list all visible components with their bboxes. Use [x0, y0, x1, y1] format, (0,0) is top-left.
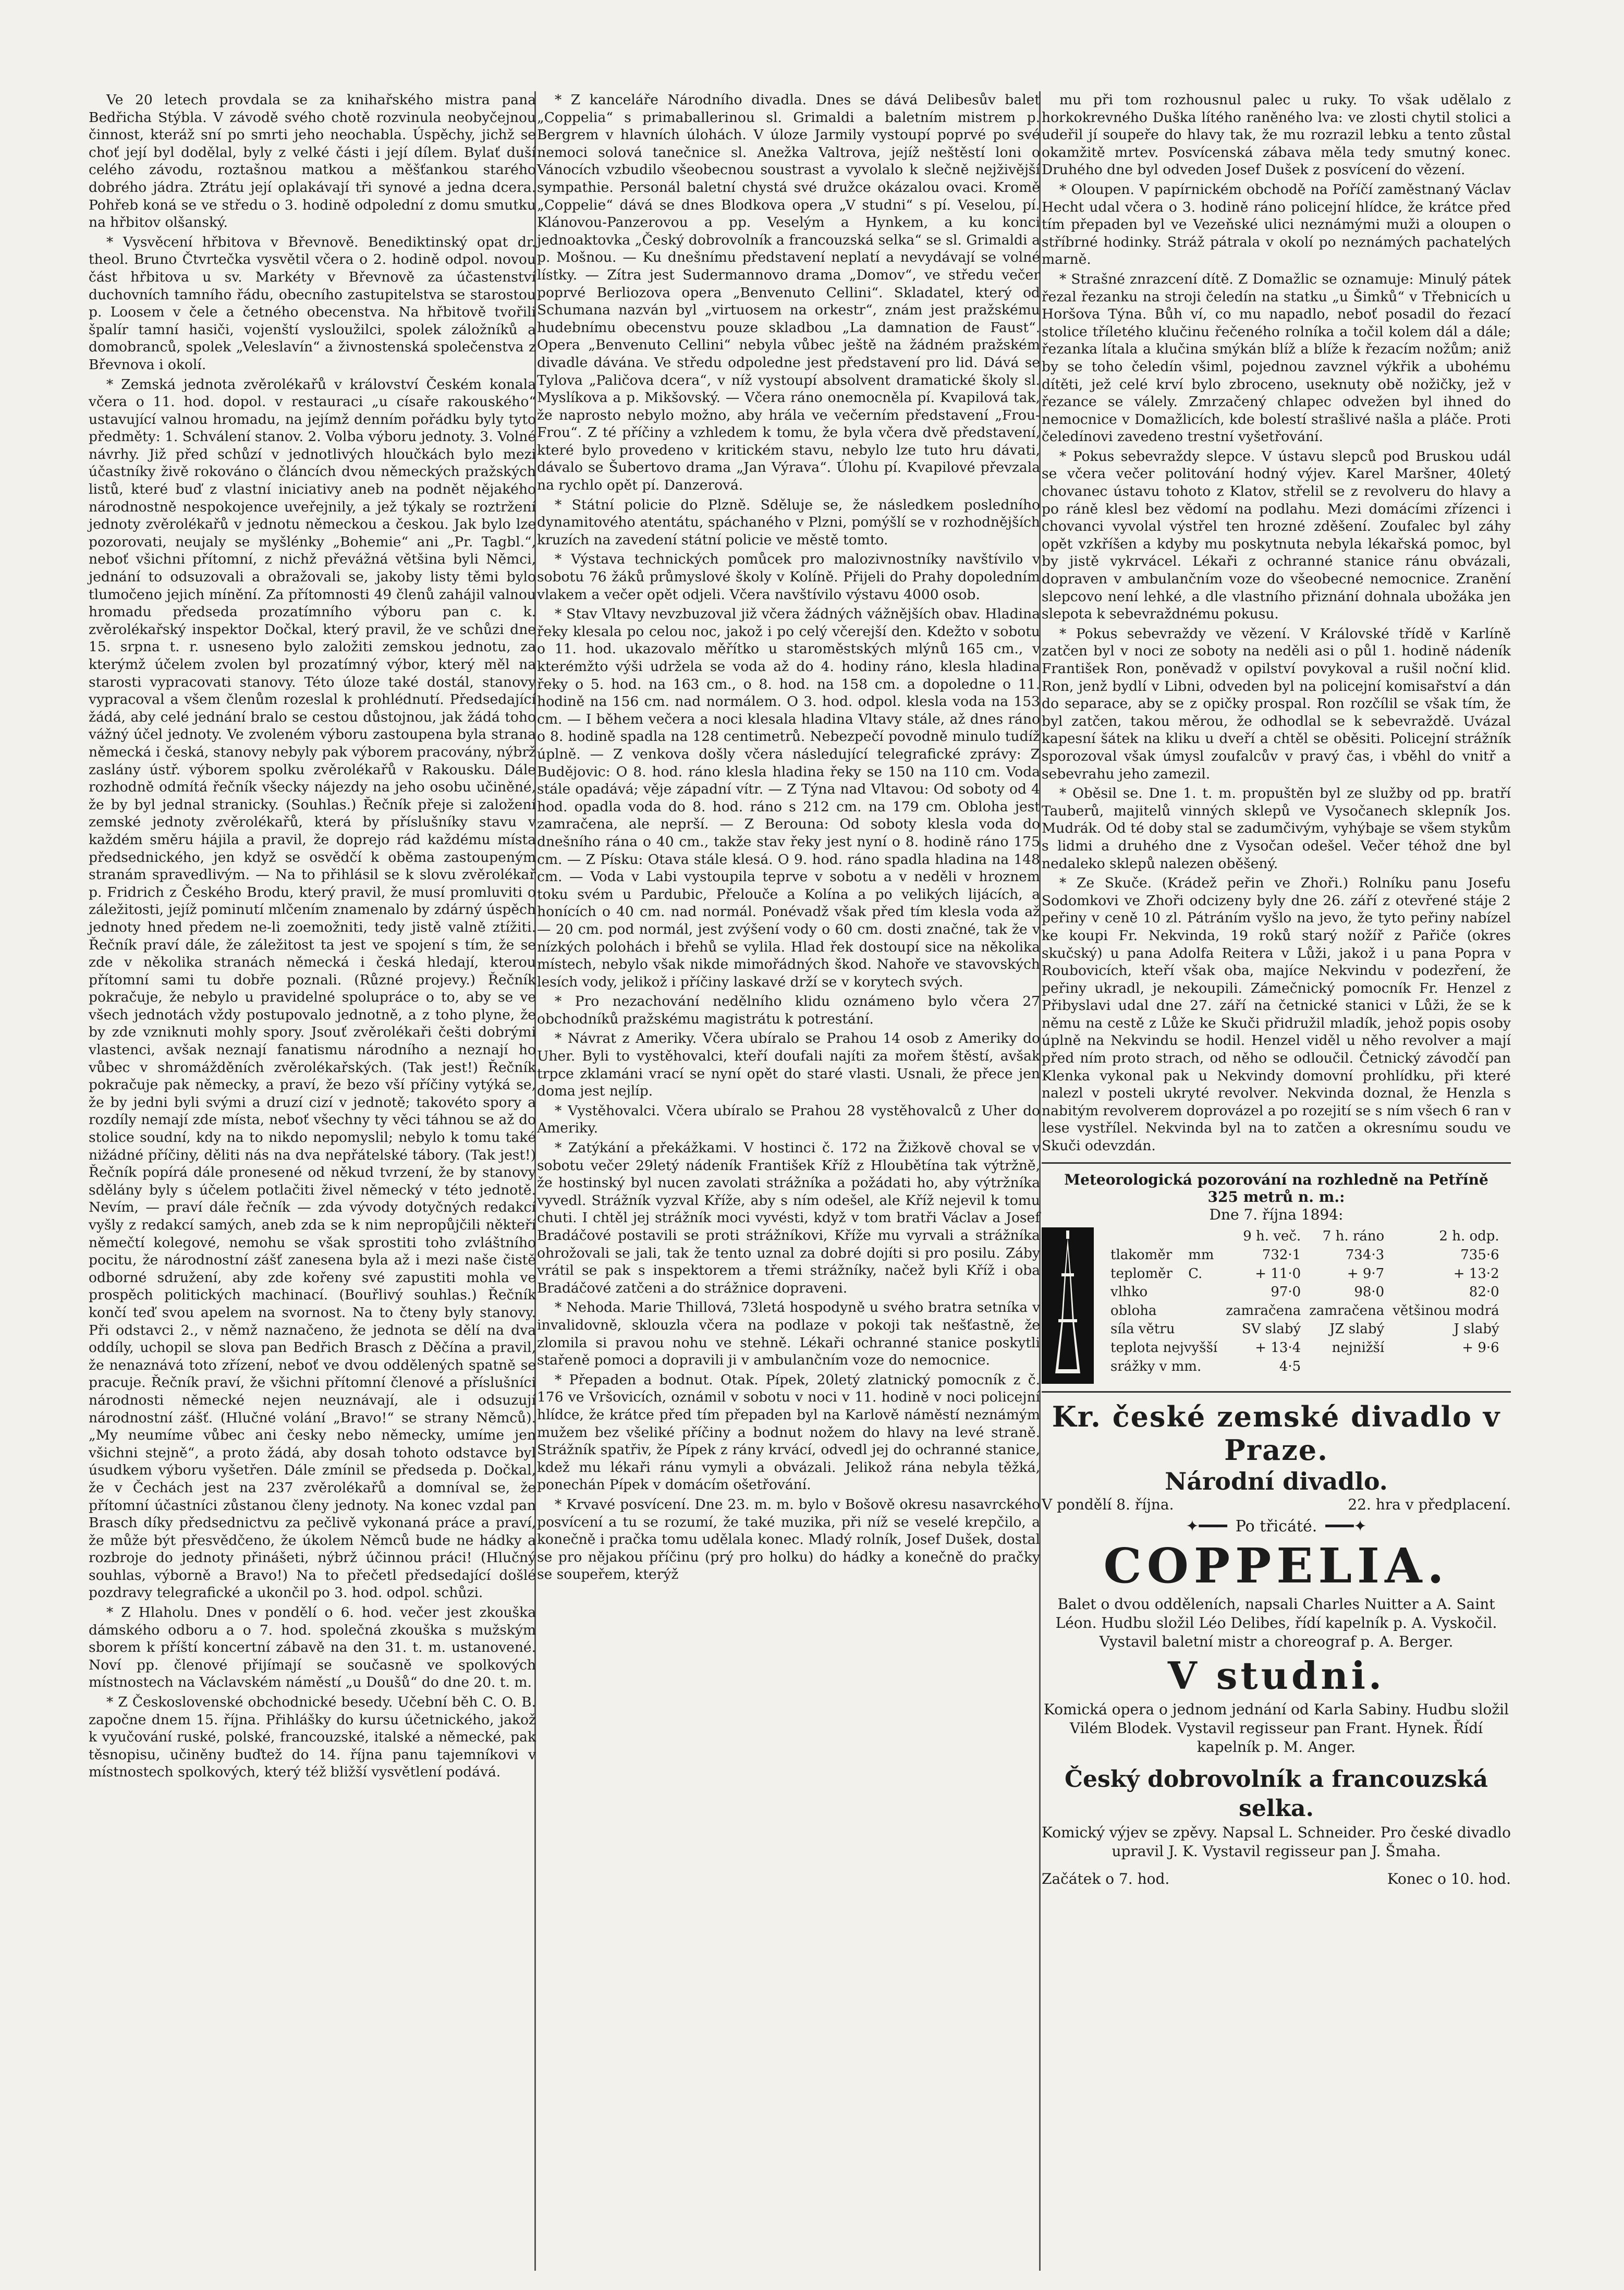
meteo-row-label: nejnižší: [1332, 1339, 1385, 1356]
meteo-col-header: 9 h. več.: [1243, 1228, 1301, 1245]
meteo-cell: 82·0: [1469, 1284, 1499, 1300]
article-paragraph: mu při tom rozhousnul palec u ruky. To však udělalo z horkokrevného Duška lítého raněného lva: ve zlosti chytil stolici a udeřil jí soupeře do hlavy tak, že mu rozrazil lebku a tento zůstal okamžitě mrtev. Posvícenská zábava měla tedy smutný konec. Druhého dne byl odveden Josef Dušek z posvícení do vězení.: [1042, 92, 1511, 178]
meteo-row-label: teplota nejvyšší: [1110, 1339, 1218, 1356]
article-paragraph: * Pro nezachování nedělního klidu oznámeno bylo včera 27 obchodníků pražskému magistrátu k potrestání.: [537, 993, 1040, 1027]
meteo-row-label: síla větru: [1110, 1321, 1175, 1337]
column-3: [1042, 91, 1511, 1887]
article-paragraph: * Pokus sebevraždy slepce. V ústavu slepců pod Bruskou udál se včera večer politování hodný výjev. Karel Maršner, 40letý chovanec ústavu tohoto z Klatov, střelil se z revolveru do hlavy a po ráně klesl bez vědomí na podlahu. Mezi domácími zřízenci i chovanci vyvolal výstřel ten hrozné zděšení. Zoufalec byl záhy opět vzkříšen a kdyby mu poskytnuta nebyla lékařská pomoc, byl by jistě vykrvácel. Lékaři z ochranné stanice ránu obvázali, dopraven v ambulančním voze do všeobecné nemocnice. Zranění slepcovo není lehké, a dle vlastního přiznání dohnala ubožáka jen slepota k sebevraždnému pokusu.: [1042, 448, 1511, 623]
article-paragraph: * Zemská jednota zvěrolékařů v království Českém konala včera o 11. hod. dopol. v restauraci „u císaře rakouského“ ustavující valnou hromadu, na jejímž denním pořádku byly tyto předměty: 1. Schválení stanov. 2. Volba výboru jednoty. 3. Volné návrhy. Již před schůzí v jednotlivých hloučkách bylo mezi účastníky živě rokováno o článcích dvou německých pražských listů, které buď z vlastní iniciativy aneb na podnět nějakého národnostně nespokojence uveřejnily, a jež týkaly se roztržení jednoty zvěrolékařů v jednotu německou a českou. Jak bylo lze pozorovati, neujaly se myšlénky „Bohemie“ ani „Pr. Tagbl.“, neboť všichni přítomní, z nichž převážná většina byli Němci, jednání to odsuzovali a obražovali se, jakoby listy těmi bylo tlumočeno jejich mínění. Za přítomnosti 49 členů zahájil valnou hromadu předseda prozatímního výboru pan c. k. zvěrolékařský inspektor Dočkal, který pravil, že ve schůzi dne 15. srpna t. r. usneseno bylo založiti zemskou jednotu, za kterýmž účelem zvolen byl prozatímný výbor, který měl na starosti vypracovati stanovy. Této úloze také dostál, stanovy vypracoval a všem členům rozeslal k prohlédnutí. Předsedající žádá, aby celé jednání bralo se cestou důstojnou, jak žádá toho vážný účel jednoty. Ve zvoleném výboru zastoupena byla strana německá i česká, stanovy nebyly pak výborem pracovány, nýbrž zaslány ústř. výborem spolku zvěrolékařů v Rakousku. Dále rozhodně odmítá řečník všecky nájezdy na jeho osobu učiněné, že by byl jednal stranicky. (Souhlas.) Řečník přeje si založení zemské jednoty zvěrolékařů, která by příslušníky stavu v každém směru hájila a pravil, že doprejo rád každému místa předsednického, jen když se osvědčí k oběma zastoupeným stranám spravedlivým. — Na to přihlásil se k slovu zvěrolékař p. Fridrich z Českého Brodu, který pravil, že musí promluviti o záležitosti, jejíž pominutí mlčením znamenalo by zdárný úspěch jednoty hned předem ne-li zoemožniti, tedy jistě valně ztížiti. Řečník praví dále, že záležitost ta jest ve spojení s tím, že se zde v několika stranách německá i česká hledají, kterou přítomní sami tu dobře poznali. (Různé projevy.) Řečník pokračuje, že nebylo u pravidelné spolupráce o to, aby se ve všech jednotách vždy postupovalo jednotně, a z toho plyne, že by zde vzniknuti mohly spory. Jsouť zvěrolékaři češti dobrými vlastenci, avšak neznají fanatismu národního a neznají ho vůbec v shromážděních zvěrolékařských. (Tak jest!) Řečník pokračuje pak německy, a praví, že bezo vší příčiny vytýká se, že by jedni byli svými a druzí cizí v jednotě; takovéto spory a rozdíly nemají zde místa, neboť všechny ty věci táhnou se až do stolice soudní, kdy na to nikdo nepomyslil; nebylo k tomu také nižádné příčiny, děliti nás na dva nepřátelské tábory. (Tak jest!) Řečník popírá dále pronesené od někud tvrzení, že by stanovy sdělány byly s účelem potlačiti živel německý v této jednotě. Nevím, — praví dále řečník — zda vývody dotyčných redakcí vyšly z redakcí samých, aneb zda se k nim nepropůjčili někteří němečtí kolegové, nemohu se však sprostiti toho zvláštního pocitu, že národnostní zášť zanesena byla až i mezi naše čistě odborné sdružení, aby zde kořeny své zapustiti mohla ve prospěch politických machinací. (Bouřlivý souhlas.) Řečník končí teď svou apelem na svornost. Na to čteny byly stanovy. Při odstavci 2., v němž naznačeno, že jednota se dělí na dva oddíly, uchopil se slova pan Bedřich Brasch z Děčína a pravil, že nenaznává toto zřízení, neboť ve dvou oddělených spatně se pracuje. Řečník praví, že všichni přítomní členové a příslušníci národnosti německé nejen neuznávají, ale i odsuzují národnostní zášť. (Hlučné volání „Bravo!“ se strany Němců). „My neumíme vůbec ani česky nebo německy, umíme jen všichni stejně“, a proto žádá, aby dosah tohoto odstavce byl úsudkem výboru vyšetřen. Dále zmínil se předseda p. Dočkal, že v Čechách jest na 237 zvěrolékařů a domníval se, že přítomní účastníci zůstanou členy jednoty. Na konec vzdal pan Brasch díky předsednictvu za pečlivě vykonaná práce a praví, že může být přesvědčeno, že úkolem Němců bude ne hádky a rozbroje do jednoty přinášeti, nýbrž účinnou práci! (Hlučný souhlas, výborně a Bravo!) Na to přečetl předsedající došlé pozdravy telegrafické a ukončil po 3. hod. odpol. schůzi.: [89, 376, 536, 1601]
article-paragraph: * Vystěhovalci. Včera ubíralo se Prahou 28 vystěhovalců z Uher do Ameriky.: [537, 1102, 1040, 1137]
article-paragraph: * Pokus sebevraždy ve vězení. V Královské třídě v Karlíně zatčen byl v noci ze soboty na neděli asi o půl 1. hodině nádeník František Ron, poněvadž v opilství povykoval a rušil noční klid. Ron, jenž bydlí v Libni, odveden byl na policejní komisařství a dán do separace, aby se z opičky prospal. Ron rozčílil se však tím, že byl zatčen, takou měrou, že odhodlal se k sebevraždě. Uvázal kapesní šátek na kliku u dveří a chtěl se oběsiti. Policejní strážník sporozoval však úmysl zoufalcův v pravý čas, i vběhl do vnitř a sebevrahu jeho zamezil.: [1042, 625, 1511, 782]
ballet-title: COPPELIA.: [1103, 1537, 1449, 1594]
ballet-description: Balet o dvou odděleních, napsali Charles Nuitter a A. Saint Léon. Hudbu složil Léo Delibes, řídí kapelník p. A. Vyskočil. Vystavil baletní mistr a choreograf p. A. Berger.: [1055, 1595, 1497, 1650]
article-paragraph: * Oloupen. V papírnickém obchodě na Poříčí zaměstnaný Václav Hecht udal včera o 3. hodině ráno policejní hlídce, že krátce před tím přepaden byl ve Vezeňské ulici neznámými muži a oloupen o stříbrné hodinky. Stráž pátrala v okolí po neznámých pachatelých marně.: [1042, 181, 1511, 268]
meteo-cell: + 13·2: [1453, 1265, 1499, 1282]
performance-date: V pondělí 8. října.: [1042, 1496, 1174, 1514]
meteo-cell: zamračena: [1226, 1302, 1301, 1319]
meteo-cell: + 13·4: [1255, 1339, 1301, 1356]
meteo-cell: JZ slabý: [1329, 1321, 1385, 1337]
article-paragraph: * Výstava technických pomůcek pro malozivnostníky navštívilo v sobotu 76 žáků průmyslové školy v Kolíně. Přijeli do Prahy dopoledním vlakem a večer opět odjeli. Včera navštívilo výstavu 4000 osob.: [537, 551, 1040, 603]
meteo-row-unit: C.: [1188, 1265, 1203, 1282]
meteo-col-header: 7 h. ráno: [1322, 1228, 1385, 1245]
article-paragraph: * Stav Vltavy nevzbuzoval již včera žádných vážnějších obav. Hladina řeky klesala po celou noc, jakož i po celý včerejší den. Kdežto v sobotu o 11. hod. ukazovalo měřítko u staroměstských mlýnů 165 cm., v kterémžto výši udržela se voda až do 4. hodiny ráno, klesla hladina řeky o 5. hod. na 163 cm., o 8. hod. na 158 cm. a dopoledne o 11. hodině na 156 cm. nad normálem. O 3. hod. odpol. klesla voda na 153 cm. — I během večera a noci klesala hladina Vltavy stále, až dnes ráno o 8. hodině spadla na 128 centimetrů. Nebezpečí povodně minulo tudíž úplně. — Z venkova došly včera následující telegrafické zprávy: Z Budějovic: O 8. hod. ráno klesla hladina řeky se 150 na 110 cm. Voda stále opadává; věje západní vítr. — Z Týna nad Vltavou: Od soboty od 4 hod. opadla voda do 8. hod. ráno s 212 cm. na 179 cm. Obloha jest zamračena, ale neprší. — Z Berouna: Od soboty klesla voda do dnešního rána o 40 cm., takže stav řeky jest nyní o 8. hodině ráno 175 cm. — Z Písku: Otava stále klesá. O 9. hod. ráno spadla hladina na 148 cm. — Voda v Labi vystoupila teprve v sobotu a v neděli v hroznem toku svém u Pardubic, Přelouče a Kolína a po velikých lijácích, a honících o 40 cm. nad normál. Ponévadž však před tím klesla voda až — 20 cm. pod normál, jest zvýšení vody o 60 cm. dosti značné, tak že v nízkých polohách i břehů se vylila. Hlad řek dostoupí sice na několika místech, nebylo však nikde mimořádných škod. Nahoře ve stavovských lesích vody, jelikož i příčiny laskavé drží se v korytech svých.: [537, 606, 1040, 990]
article-paragraph: * Ze Skuče. (Krádež peřin ve Zhoři.) Rolníku panu Josefu Sodomkovi ve Zhoři odcizeny byly dne 26. září z otevřené stáje 2 peřiny v ceně 10 zl. Pátráním vyšlo na jevo, že tyto peřiny nabízel ke koupi Fr. Nekvinda, 19 roků starý nožíř z Pařiče (okres skučský) u pana Adolfa Reitera v Lůži, jakož i u pana Popra v Roubovicích, kteří však oba, majíce Nekvindu v podezření, že peřiny ukradl, je nekoupili. Zámečnický pomocník Fr. Henzel z Přibyslavi udal dne 27. září na četnické stanici v Lůži, že se k němu na cestě z Lůže ke Skuči přidružil mladík, jehož popis osoby úplně na Nekvindu se hodil. Henzel viděl u něho revolver a mají před ním proto strach, od něho se odloučil. Četnický závodčí pan Klenka vykonal pak u Nekvindy domovní prohlídku, při které nalezl v posteli ukryté revolver. Nekvinda doznal, že Henzla s nabitým revolverem doprovázel a po rozejití se s ním všech 6 ran v lese vystřílel. Nekvinda byl na to zatčen a okresnímu soudu ve Skuči odevzdán.: [1042, 875, 1511, 1154]
meteo-subtitle: 325 metrů n. m.:: [1207, 1188, 1345, 1206]
meteo-table: [1106, 1227, 1504, 1376]
article-paragraph: * Návrat z Ameriky. Včera ubíralo se Prahou 14 osob z Ameriky do Uher. Byli to vystěhovalci, kteří doufali najíti za mořem štěstí, avšak trpce zklamáni vrací se nyní opět do staré vlasti. Usnali, že přece jen doma jest nejlíp.: [537, 1030, 1040, 1100]
play-description: Komický výjev se zpěvy. Napsal L. Schneider. Pro české divadlo upravil J. K. Vystavil regisseur pan J. Šmaha.: [1042, 1823, 1511, 1860]
petrin-tower-icon: [1042, 1227, 1094, 1384]
article-paragraph: * Z kanceláře Národního divadla. Dnes se dává Delibesův balet „Coppelia“ s primaballerinou sl. Grimaldi a baletním mistrem p. Bergrem v hlavních úlohách. V úloze Jarmily vystoupí poprvé po své nemoci solová tanečnice sl. Anežka Valtrova, jejíž neštěstí loni o Vánocích vzbudilo všeobecnou soustrast a vyvolalo k slečně nejživější sympathie. Personál baletní chystá své družce okázalou ovaci. Kromě „Coppelie“ dává se dnes Blodkova opera „V studni“ s pí. Veselou, pí. Klánovou-Panzerovou a pp. Veselým a Hynkem, a ku konci jednoaktovka „Český dobrovolník a francouzská selka“ se sl. Grimaldi a p. Mošnou. — Ku dnešnímu představení neplatí a nevydávají se volné lístky. — Zítra jest Sudermannovo drama „Domov“, ve středu večer poprvé Berliozova opera „Benvenuto Cellini“. Skladatel, který od Schumana nazván byl „virtuosem na orkestr“, znám jest pražskému hudebnímu obecenstvu pouze skladbou „La damnation de Faust“. Opera „Benvenuto Cellini“ nebyla vůbec ještě na žádném pražském divadle dávána. Ve středu odpoledne jest představení pro lid. Dává se Tylova „Paličova dcera“, v níž vystoupí absolvent dramatické školy sl. Myslíkova a p. Mikšovský. — Včera ráno onemocněla pí. Kvapilová tak, že naprosto nebylo možno, aby hrála ve večerním představení „Frou-Frou“. Z té příčiny a vzhledem k tomu, že byla včera dvě představení, které bylo provedeno v kritickém stavu, nebylo lze tuto hru dávati, dávalo se Šubertovo drama „Jan Výrava“. Úlohu pí. Kvapilové převzala na rychlo opět pí. Danzerová.: [537, 92, 1040, 494]
meteo-cell: 735·6: [1460, 1247, 1499, 1263]
meteo-row-label: tlakoměr: [1110, 1247, 1173, 1263]
meteo-cell: J slabý: [1454, 1321, 1499, 1337]
article-paragraph: * Státní policie do Plzně. Sděluje se, že následkem posledního dynamitového atentátu, spáchaného v Plzni, pomýšlí se v rozhodnějších kruzích na zavedení státní policie ve městě tomto.: [537, 496, 1040, 548]
meteo-cell: + 11·0: [1255, 1265, 1301, 1282]
article-paragraph: * Strašné znrazcení dítě. Z Domažlic se oznamuje: Minulý pátek řezal řezanku na stroji čeledín na statku „u Šimků“ v Třebnicích u Horšova Týna. Bůh ví, co mu napadlo, neboť posadil do řezací stolice tříletého klučinu řečeného rolníka a točil kolem dál a dále; řezanka lítala a klučina smýkán blíž a blíže k řezacím nožům; aniž by se toho čeledín všiml, pojednou zavznel výkřik a ubohému dítěti, jež celé krví bylo zbroceno, useknuty obě nožičky, jež v řezance se válely. Zmrzačený chlapec odvežen byl ihned do nemocnice v Domažlicích, kde bolestí strašlivé našla a pláče. Proti čeledínovi zavedeno trestní vyšetřování.: [1042, 271, 1511, 445]
meteo-cell: 732·1: [1262, 1247, 1301, 1263]
meteo-title: Meteorologická pozorování na rozhledně na Petříně: [1064, 1171, 1488, 1188]
article-paragraph: * Z Hlaholu. Dnes v pondělí o 6. hod. večer jest zkouška dámského odboru a o 7. hod. společná zkouška s mužským sborem k příští koncertní zábavě na den 31. t. m. ustanovené. Noví pp. členové přijímají se současně ve spolkových místnostech na Václavském náměstí „u Doušů“ do dne 20. t. m.: [89, 1604, 536, 1691]
meteo-date: Dne 7. října 1894:: [1209, 1205, 1344, 1223]
section-rule: [1042, 1162, 1511, 1164]
ornament-icon: ✦━━━: [1186, 1517, 1227, 1536]
meteo-cell: SV slabý: [1241, 1321, 1301, 1337]
theatre-subheader: Národní divadlo.: [1165, 1467, 1388, 1496]
meteo-row-unit: [1184, 1302, 1222, 1321]
subscription-note: 22. hra v předplacení.: [1348, 1496, 1511, 1514]
meteo-cell: zamračena: [1309, 1302, 1385, 1319]
article-paragraph: * Oběsil se. Dne 1. t. m. propuštěn byl ze služby od pp. bratří Tauberů, majitelů vinných sklepů ve Vysočanech sklepník Jos. Mudrák. Od té doby stal se zadumčivým, vyhýbaje se všem stykům s lidmi a druhého dne z Vysočan odešel. Večer téhož dne byl nedaleko sklepů nalezen oběšený.: [1042, 785, 1511, 872]
meteo-cell: 734·3: [1345, 1247, 1385, 1263]
article-paragraph: * Krvavé posvícení. Dne 23. m. m. bylo v Bošově okresu nasavrckého posvícení a tu se rozumí, že také muzika, při níž se veselé krepčilo, a konečně i pračka tomu udělala konec. Mladý rolník, Josef Dušek, dostal se pro nějakou příčinu (prý pro holku) do hádky a konečně do pračky se soupeřem, kterýž: [537, 1496, 1040, 1583]
meteo-cell: 98·0: [1354, 1284, 1385, 1300]
performance-count: Po třicáté.: [1235, 1517, 1317, 1536]
article-paragraph: * Zatýkání a překážkami. V hostinci č. 172 na Žižkově choval se v sobotu večer 29letý nádeník František Kříž z Hloubětína tak výtržně, že hostinský byl nucen zavolati strážníka a požádati ho, aby výtržníka vyvedl. Strážník vyzval Kříže, aby s ním odešel, ale Kříž nejevil k tomu chuti. I chtěl jej strážník moci vyvésti, když v tom bratři Václav a Josef Bradáčové postavili se proti strážníkovi, Kříže mu vyrvali a strážníka ohrožovali se jali, tak že tento uznal za dobré dojíti si pro posilu. Záby vrátil se pak s inspektorem a třemi strážníky, načež byli Kříž i oba Bradáčové zatčeni a do strážnice dopraveni.: [537, 1140, 1040, 1296]
meteo-cell: 4·5: [1279, 1358, 1301, 1374]
meteo-box: [1042, 1171, 1511, 1384]
theatre-program: [1042, 1400, 1511, 1887]
meteo-cell: 97·0: [1271, 1284, 1301, 1300]
column-1: [89, 91, 536, 1783]
start-time: Začátek o 7. hod.: [1042, 1870, 1170, 1887]
meteo-row-label: vlhko: [1110, 1284, 1148, 1300]
theatre-header: Kr. české zemské divadlo v Praze.: [1052, 1400, 1501, 1467]
end-time: Konec o 10. hod.: [1387, 1870, 1511, 1887]
article-paragraph: * Z Československé obchodnické besedy. Učební běh C. O. B. započne dnem 15. října. Přihlášky do kursu účetnického, jakož k vyučování ruské, polské, francouzské, italské a německé, pak těsnopisu, učiněny buďtež do 14. října panu tajemníkovi v místnostech spolkových, který též bližší vysvětlení podává.: [89, 1694, 536, 1781]
meteo-row-label: obloha: [1110, 1302, 1157, 1319]
meteo-row-label: teploměr: [1110, 1265, 1173, 1282]
article-paragraph: * Vysvěcení hřbitova v Břevnově. Benediktinský opat dr. theol. Bruno Čtvrtečka vysvětil včera o 2. hodině odpol. novou část hřbitova u sv. Markéty v Břevnově za účastenství duchovních tamního řádu, obecního zastupitelstva se starostou p. Loosem v čele a četného obecenstva. Na hřbitově tvořili špalír tamní hasiči, vojenští vysloužilci, spolek záložníků a domobranců, spolek „Veleslavín“ a živnostenská společenstva z Břevnova i okolí.: [89, 234, 536, 373]
meteo-cell: + 9·7: [1347, 1265, 1385, 1282]
article-paragraph: Ve 20 letech provdala se za knihařského mistra pana Bedřicha Stýbla. V závodě svého chotě rozvinula neobyčejnou činnost, kteráž sní po smrti jeho neochabla. Úspěchy, jichž se choť její byl dodělal, byly z velké části i její dílem. Bylať duší celého závodu, roztašnou matkou a měšťankou starého dobrého jádra. Ztrátu její oplakávají tři synové a jedna dcera. Pohřeb koná se ve středu o 3. hodině odpolední z domu smutku na hřbitov olšanský.: [89, 92, 536, 231]
ornament-icon: ━━━✦: [1325, 1517, 1367, 1536]
article-paragraph: * Nehoda. Marie Thillová, 73letá hospodyně u svého bratra setníka v invalidovně, sklouzla včera na podlaze v pokoji tak nešťastně, že zlomila si pravou nohu ve stehně. Lékaři ochranné stanice poskytli stařeně pomoci a dopravili ji v ambulančním voze do nemocnice.: [537, 1299, 1040, 1369]
opera-description: Komická opera o jednom jednání od Karla Sabiny. Hudbu složil Vilém Blodek. Vystavil regisseur pan Frant. Hynek. Řídí kapelník p. M. Anger.: [1043, 1700, 1509, 1756]
meteo-row-unit: mm: [1188, 1247, 1214, 1263]
section-rule: [1042, 1391, 1511, 1393]
meteo-col-header: 2 h. odp.: [1439, 1228, 1499, 1245]
article-paragraph: * Přepaden a bodnut. Otak. Pípek, 20letý zlatnický pomocník z č. 176 ve Vršovicích, oznámil v sobotu v noci v 11. hodině v noci policejní hlídce, že krátce před tím přepaden byl na Karlově náměstí neznámým mužem bez všeliké příčiny a bodnut nožem do hlavy na levé straně. Strážník spatřiv, že Pípek z rány krvácí, odvedl jej do ochranné stanice, kdež mu lékaři ránu vymyli a obvázali. Jelikož rána nebyla těžká, ponechán Pípek v domácím ošetřování.: [537, 1371, 1040, 1493]
opera-title: V studni.: [1167, 1653, 1385, 1698]
meteo-cell: + 9·6: [1462, 1339, 1499, 1356]
meteo-row-unit: [1184, 1283, 1222, 1302]
column-2: [537, 91, 1040, 1586]
meteo-cell: většinou modrá: [1393, 1302, 1499, 1319]
play-title: Český dobrovolník a francouzská selka.: [1064, 1765, 1488, 1822]
meteo-row-label: srážky v mm.: [1110, 1358, 1202, 1374]
